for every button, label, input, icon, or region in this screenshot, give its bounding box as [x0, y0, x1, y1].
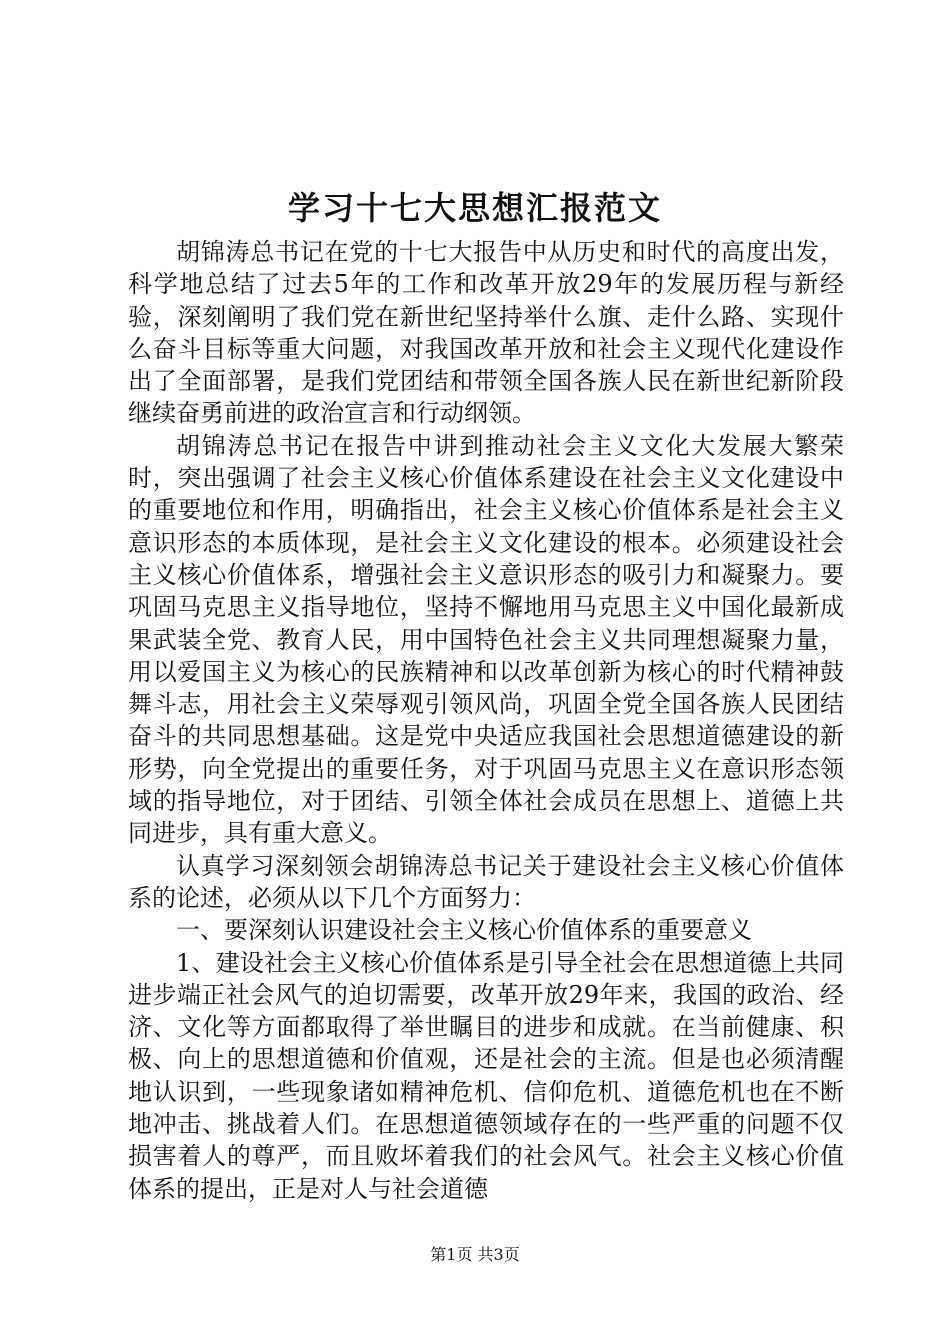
page-footer: 第1页 共3页: [430, 1245, 520, 1264]
paragraph-3: 认真学习深刻领会胡锦涛总书记关于建设社会主义核心价值体系的论述，必须从以下几个方面努力：: [128, 851, 844, 912]
paragraph-1: 胡锦涛总书记在党的十七大报告中从历史和时代的高度出发，科学地总结了过去5年的工作和改革开放29年的发展历程与新经验，深刻阐明了我们党在新世纪坚持举什么旗、走什么路、实现什么奋斗目标等重大问题，对我国改革开放和社会主义现代化建设作出了全面部署，是我们党团结和带领全国各族人民在新世纪新阶段继续奋勇前进的政治宣言和行动纲领。: [128, 238, 844, 428]
document-body: [128, 236, 844, 1205]
page-title: 学习十七大思想汇报范文: [287, 189, 662, 227]
paragraph-4: 1、建设社会主义核心价值体系是引导全社会在思想道德上共同进步端正社会风气的迫切需要，改革开放29年来，我国的政治、经济、文化等方面都取得了举世瞩目的进步和成就。在当前健康、积极、向上的思想道德和价值观，还是社会的主流。但是也必须清醒地认识到，一些现象诸如精神危机、信仰危机、道德危机也在不断地冲击、挑战着人们。在思想道德领域存在的一些严重的问题不仅损害着人的尊严，而且败坏着我们的社会风气。社会主义核心价值体系的提出，正是对人与社会道德: [128, 948, 844, 1203]
section-heading-1: 一、要深刻认识建设社会主义核心价值体系的重要意义: [176, 916, 752, 945]
paragraph-2: 胡锦涛总书记在报告中讲到推动社会主义文化大发展大繁荣时，突出强调了社会主义核心价值体系建设在社会主义文化建设中的重要地位和作用，明确指出，社会主义核心价值体系是社会主义意识形态的本质体现，是社会主义文化建设的根本。必须建设社会主义核心价值体系，增强社会主义意识形态的吸引力和凝聚力。要巩固马克思主义指导地位，坚持不懈地用马克思主义中国化最新成果武装全党、教育人民，用中国特色社会主义共同理想凝聚力量，用以爱国主义为核心的民族精神和以改革创新为核心的时代精神鼓舞斗志，用社会主义荣辱观引领风尚，巩固全党全国各族人民团结奋斗的共同思想基础。这是党中央适应我国社会思想道德建设的新形势，向全党提出的重要任务，对于巩固马克思主义在意识形态领域的指导地位，对于团结、引领全体社会成员在思想上、道德上共同进步，具有重大意义。: [128, 431, 844, 848]
